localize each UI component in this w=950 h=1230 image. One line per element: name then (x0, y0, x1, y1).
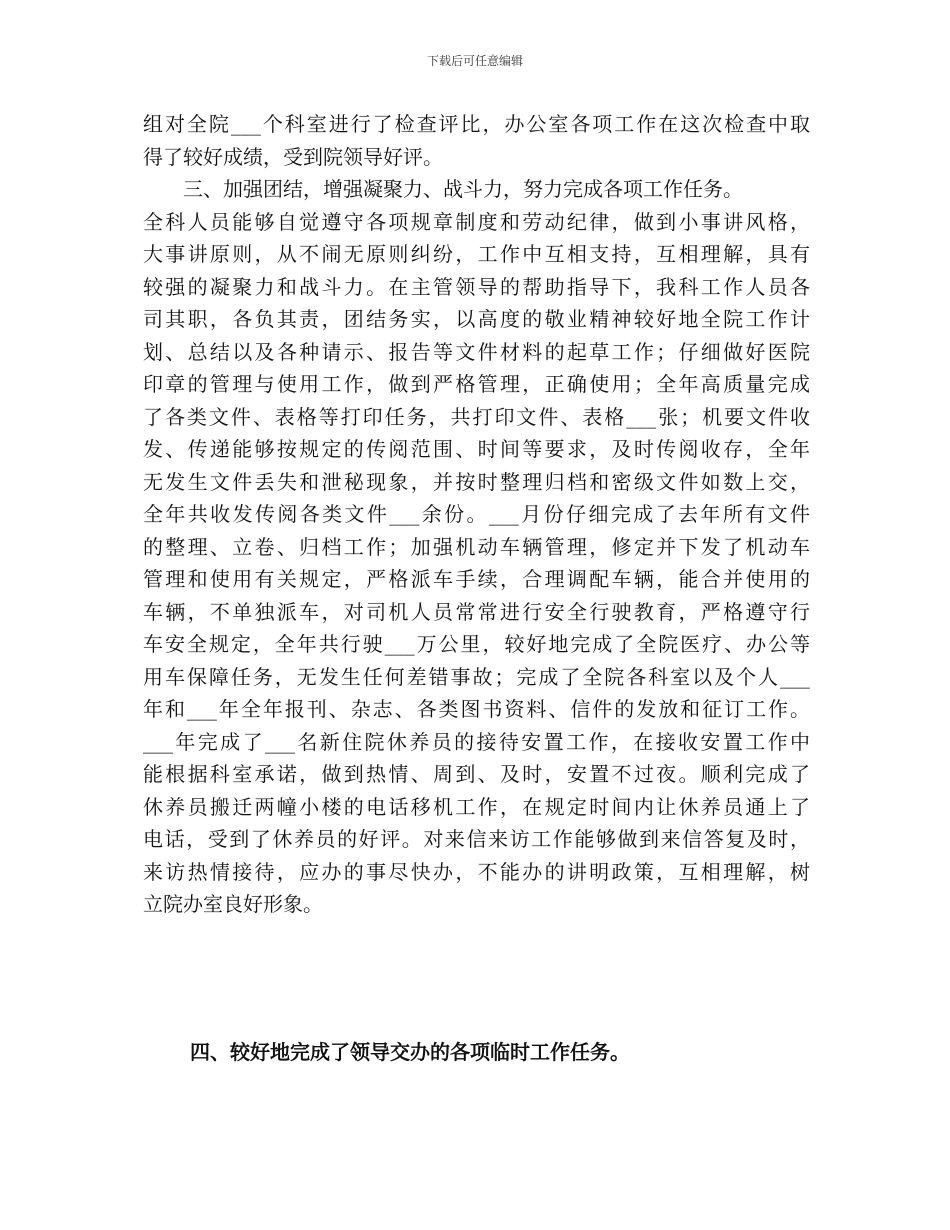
text-line: 印章的管理与使用工作，做到严格管理，正确使用；全年高质量完成 (143, 372, 810, 396)
text-line: 年和___年全年报刊、杂志、各类图书资料、信件的发放和征订工作。 (143, 697, 810, 721)
text-line: 组对全院___个科室进行了检查评比，办公室各项工作在这次检查中取 (143, 112, 810, 136)
body-text (143, 108, 810, 921)
text-line: 电话，受到了休养员的好评。对来信来访工作能够做到来信答复及时， (143, 827, 810, 851)
text-line: 全科人员能够自觉遵守各项规章制度和劳动纪律，做到小事讲风格， (143, 209, 810, 234)
text-line: 了各类文件、表格等打印任务，共打印文件、表格___张；机要文件收 (143, 404, 810, 429)
text-line: 车安全规定，全年共行驶___万公里，较好地完成了全院医疗、办公等 (143, 632, 810, 656)
text-line: 来访热情接待，应办的事尽快办，不能办的讲明政策，互相理解，树 (143, 859, 810, 884)
text-line: 用车保障任务，无发生任何差错事故；完成了全院各科室以及个人___ (143, 664, 810, 689)
text-line: 立院办室良好形象。 (143, 892, 323, 916)
text-line: 全年共收发传阅各类文件___余份。___月份仔细完成了去年所有文件 (143, 502, 810, 526)
text-line: 发、传递能够按规定的传阅范围、时间等要求，及时传阅收存，全年 (143, 437, 810, 461)
text-line: 大事讲原则，从不闹无原则纠纷，工作中互相支持，互相理解，具有 (143, 242, 810, 266)
text-line: 无发生文件丢失和泄秘现象，并按时整理归档和密级文件如数上交， (143, 469, 810, 494)
text-line: 司其职，各负其责，团结务实，以高度的敬业精神较好地全院工作计 (143, 307, 810, 331)
text-line: 休养员搬迁两幢小楼的电话移机工作，在规定时间内让休养员通上了 (143, 794, 810, 819)
text-line: 管理和使用有关规定，严格派车手续，合理调配车辆，能合并使用的 (143, 567, 810, 591)
text-line: 划、总结以及各种请示、报告等文件材料的起草工作；仔细做好医院 (143, 339, 810, 364)
section-four-heading: 四、较好地完成了领导交办的各项临时工作任务。 (190, 1040, 630, 1064)
page-header: 下载后可任意编辑 (426, 54, 523, 68)
text-line: 较强的凝聚力和战斗力。在主管领导的帮助指导下，我科工作人员各 (143, 274, 810, 299)
section-three-lead: 三、加强团结，增强凝聚力、战斗力，努力完成各项工作任务。 (183, 177, 743, 201)
text-line: 的整理、立卷、归档工作；加强机动车辆管理，修定并下发了机动车 (143, 534, 810, 559)
text-line: 能根据科室承诺，做到热情、周到、及时，安置不过夜。顺利完成了 (143, 762, 810, 786)
text-line: 得了较好成绩，受到院领导好评。 (143, 144, 443, 169)
text-line: ___年完成了___名新住院休养员的接待安置工作，在接收安置工作中 (143, 729, 810, 754)
text-line: 车辆，不单独派车，对司机人员常常进行安全行驶教育，严格遵守行 (143, 599, 810, 624)
